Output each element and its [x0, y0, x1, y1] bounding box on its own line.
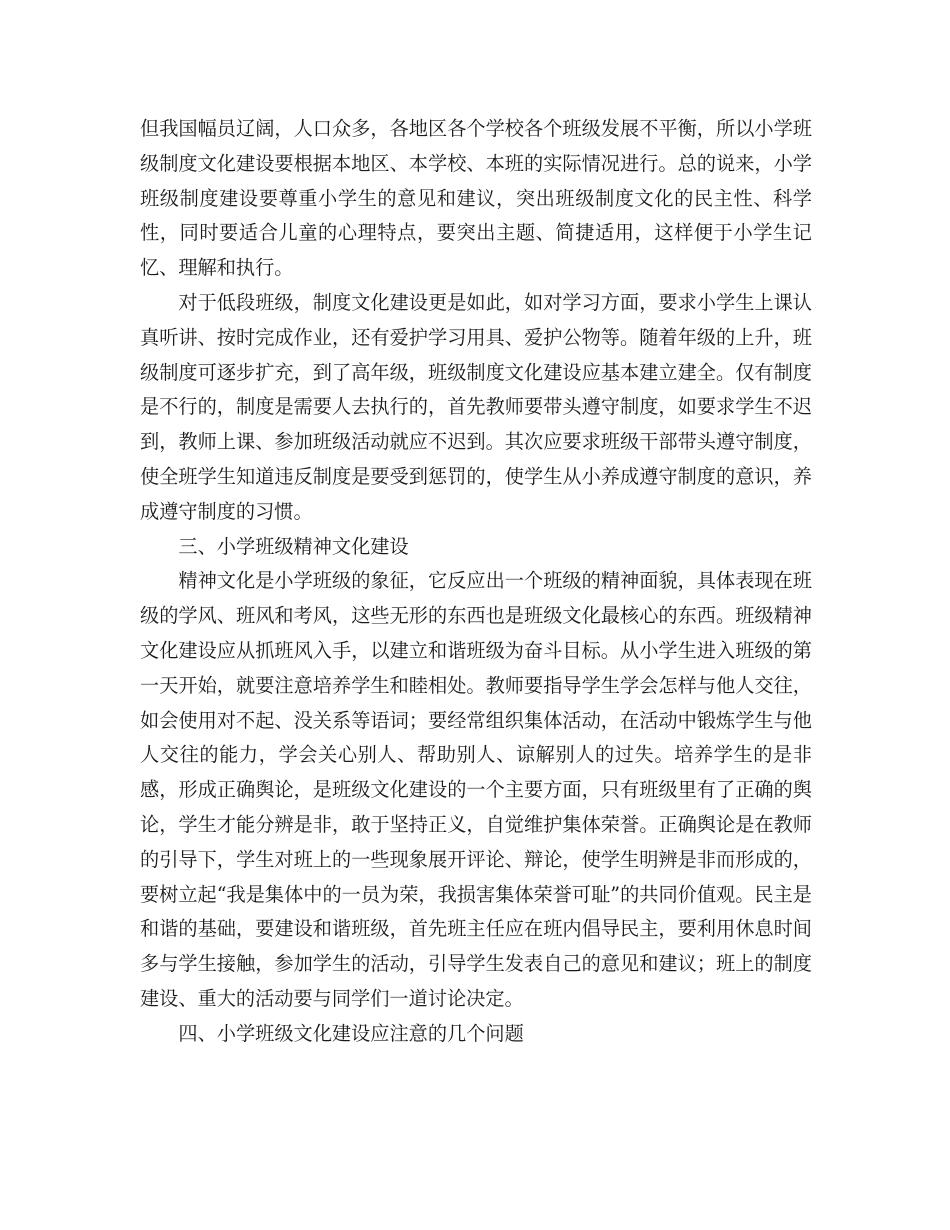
section-heading-issues: 四、小学班级文化建设应注意的几个问题: [178, 1021, 524, 1045]
paragraph-spiritual-culture: 精神文化是小学班级的象征，它反应出一个班级的精神面貌，具体表现在班级的学风、班风和考风，这些无形的东西也是班级文化最核心的东西。班级精神文化建设应从抓班风入手，以建立和谐班级为奋斗目标。从小学生进入班级的第一天开始，就要注意培养学生和睦相处。教师要指导学生学会怎样与他人交往，如会使用对不起、没关系等语词；要经常组织集体活动，在活动中锻炼学生与他人交往的能力，学会关心别人、帮助别人、谅解别人的过失。培养学生的是非感，形成正确舆论，是班级文化建设的一个主要方面，只有班级里有了正确的舆论，学生才能分辨是非，敢于坚持正义，自觉维护集体荣誉。正确舆论是在教师的引导下，学生对班上的一些现象展开评论、辩论，使学生明辨是非而形成的，要树立起“我是集体中的一员为荣，我损害集体荣誉可耻”的共同价值观。民主是和谐的基础，要建设和谐班级，首先班主任应在班内倡导民主，要利用休息时间多与学生接触，参加学生的活动，引导学生发表自己的意见和建议；班上的制度建设、重大的活动要与同学们一道讨论决定。: [140, 569, 812, 1010]
section-heading-spiritual-culture: 三、小学班级精神文化建设: [178, 534, 409, 558]
paragraph-lower-grade-system: 对于低段班级，制度文化建设更是如此，如对学习方面，要求小学生上课认真听讲、按时完成作业，还有爱护学习用具、爱护公物等。随着年级的上升，班级制度可逐步扩充，到了高年级，班级制度文化建设应基本建立建全。仅有制度是不行的，制度是需要人去执行的，首先教师要带头遵守制度，如要求学生不迟到，教师上课、参加班级活动就应不迟到。其次应要求班级干部带头遵守制度，使全班学生知道违反制度是要受到惩罚的，使学生从小养成遵守制度的意识，养成遵守制度的习惯。: [140, 290, 812, 523]
paragraph-class-system-culture: 但我国幅员辽阔，人口众多，各地区各个学校各个班级发展不平衡，所以小学班级制度文化建设要根据本地区、本学校、本班的实际情况进行。总的说来，小学班级制度建设要尊重小学生的意见和建议，突出班级制度文化的民主性、科学性，同时要适合儿童的心理特点，要突出主题、简捷适用，这样便于小学生记忆、理解和执行。: [140, 117, 812, 280]
document-page: [140, 112, 812, 1052]
